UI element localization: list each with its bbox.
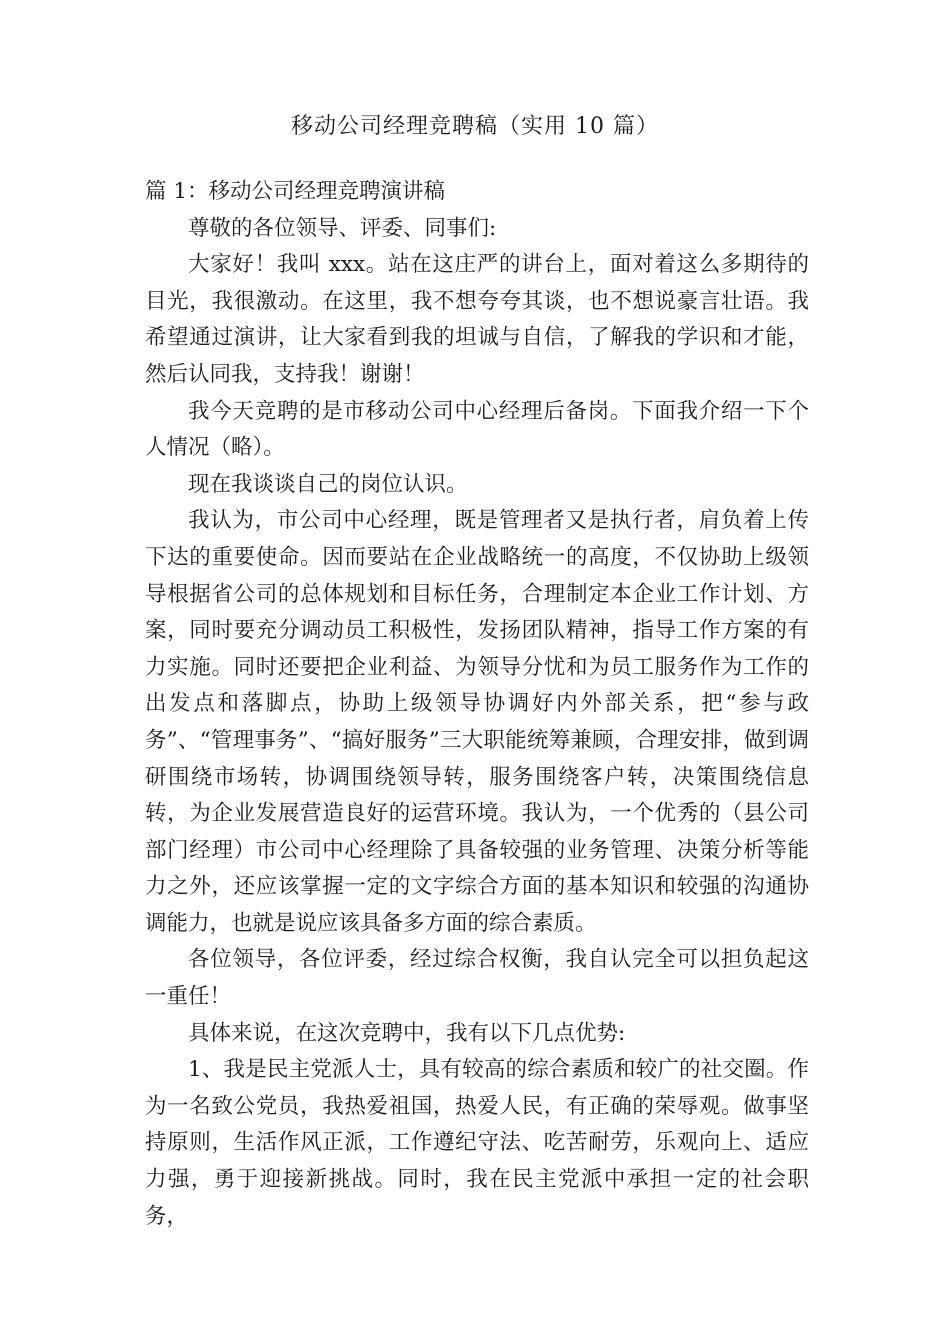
- document-body: [145, 174, 809, 1235]
- document-title: 移动公司经理竞聘稿（实用 10 篇）: [291, 114, 659, 139]
- paragraph-advantages-intro: 具体来说，在这次竞聘中，我有以下几点优势:: [188, 1020, 626, 1046]
- paragraph-confidence: 各位领导，各位评委，经过综合权衡，我自认完全可以担负起这一重任！: [145, 947, 809, 1010]
- paragraph-understanding-intro: 现在我谈谈自己的岗位认识。: [188, 471, 468, 497]
- paragraph-salutation: 尊敬的各位领导、评委、同事们:: [188, 215, 497, 241]
- paragraph-greeting: 大家好！我叫 xxx。站在这庄严的讲台上，面对着这么多期待的目光，我很激动。在这里，我不想夸夸其谈，也不想说豪言壮语。我希望通过演讲，让大家看到我的坦诚与自信，了解我的学识和才能，然后认同我，支持我！谢谢！: [145, 252, 809, 387]
- paragraph-position: 我今天竞聘的是市移动公司中心经理后备岗。下面我介绍一下个人情况（略）。: [145, 398, 809, 461]
- paragraph-understanding: 我认为，市公司中心经理，既是管理者又是执行者，肩负着上传下达的重要使命。因而要站在企业战略统一的高度，不仅协助上级领导根据省公司的总体规划和目标任务，合理制定本企业工作计划、方案，同时要充分调动员工积极性，发扬团队精神，指导工作方案的有力实施。同时还要把企业利益、为领导分忧和为员工服务作为工作的出发点和落脚点，协助上级领导协调好内外部关系，把“参与政务”、“管理事务”、“搞好服务”三大职能统筹兼顾，合理安排，做到调研围绕市场转，协调围绕领导转，服务围绕客户转，决策围绕信息转，为企业发展营造良好的运营环境。我认为，一个优秀的（县公司部门经理）市公司中心经理除了具备较强的业务管理、决策分析等能力之外，还应该掌握一定的文字综合方面的基本知识和较强的沟通协调能力，也就是说应该具备多方面的综合素质。: [145, 508, 809, 936]
- section-heading: 篇 1：移动公司经理竞聘演讲稿: [145, 179, 446, 204]
- paragraph-advantage-1: 1、我是民主党派人士，具有较高的综合素质和较广的社交圈。作为一名致公党员，我热爱祖国，热爱人民，有正确的荣辱观。做事坚持原则，生活作风正派，工作遵纪守法、吃苦耐劳，乐观向上、适应力强，勇于迎接新挑战。同时，我在民主党派中承担一定的社会职务，: [145, 1057, 809, 1229]
